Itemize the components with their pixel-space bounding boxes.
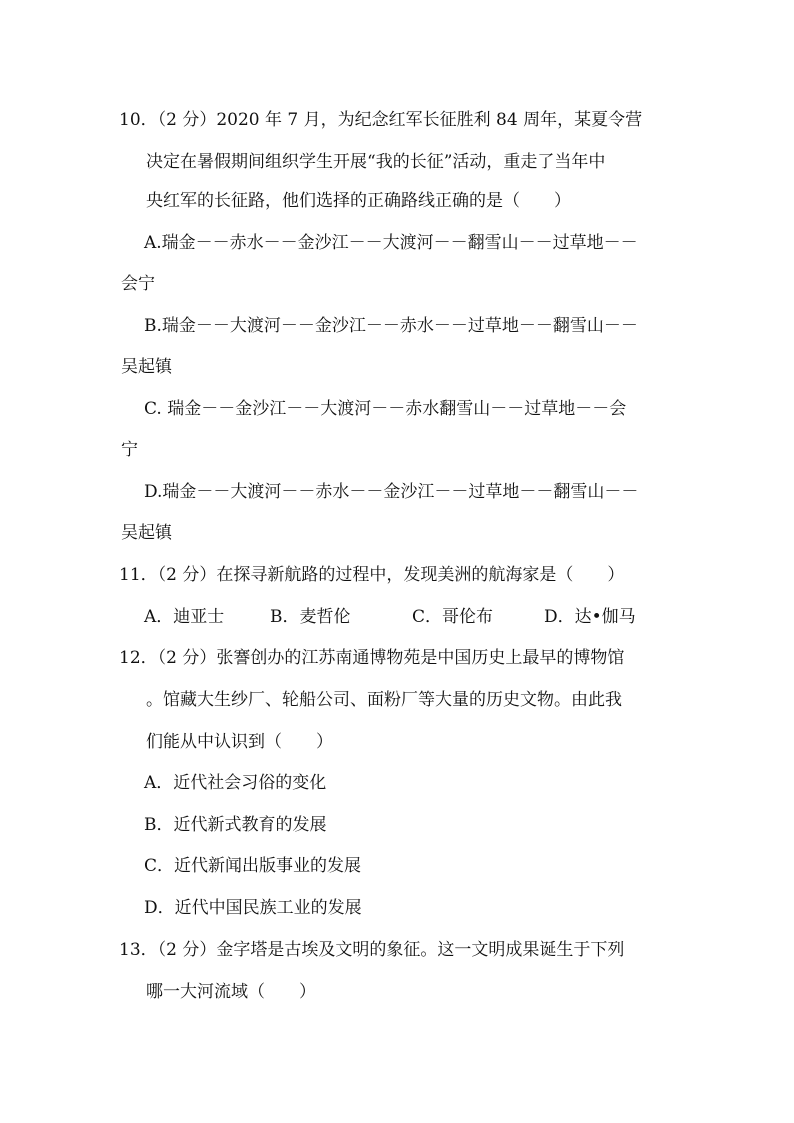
options-row bbox=[144, 606, 704, 628]
question-line: 13．（2 分）金字塔是古埃及文明的象征。这一文明成果诞生于下列 bbox=[119, 940, 625, 960]
option-d: D.瑞金－－大渡河－－赤水－－金沙江－－过草地－－翻雪山－－ bbox=[144, 482, 639, 502]
question-line: 央红军的长征路，他们选择的正确路线正确的是（ ） bbox=[146, 191, 571, 211]
option-c: C．近代新闻出版事业的发展 bbox=[144, 856, 362, 876]
option-b-wrap: 吴起镇 bbox=[121, 357, 172, 377]
question-line: 们能从中认识到（ ） bbox=[146, 732, 333, 752]
option-a: A．迪亚士 bbox=[144, 607, 225, 627]
option-b: B.瑞金－－大渡河－－金沙江－－赤水－－过草地－－翻雪山－－ bbox=[144, 316, 638, 336]
option-c-wrap: 宁 bbox=[121, 440, 138, 460]
question-line: 12．（2 分）张謇创办的江苏南通博物苑是中国历史上最早的博物馆 bbox=[119, 648, 625, 668]
question-line: 10．（2 分）2020 年 7 月，为纪念红军长征胜利 84 周年，某夏令营 bbox=[119, 110, 643, 130]
option-d-wrap: 吴起镇 bbox=[121, 523, 172, 543]
question-line: 哪一大河流域（ ） bbox=[146, 982, 316, 1002]
option-d: D．近代中国民族工业的发展 bbox=[144, 898, 362, 918]
question-line: 11．（2 分）在探寻新航路的过程中，发现美洲的航海家是（ ） bbox=[119, 565, 625, 585]
option-a: A.瑞金－－赤水－－金沙江－－大渡河－－翻雪山－－过草地－－ bbox=[144, 233, 638, 253]
option-c: C．哥伦布 bbox=[412, 607, 494, 627]
option-c: C. 瑞金－－金沙江－－大渡河－－赤水翻雪山－－过草地－－会 bbox=[144, 399, 627, 419]
question-line: 决定在暑假期间组织学生开展“我的长征”活动，重走了当年中 bbox=[146, 152, 606, 172]
option-a: A．近代社会习俗的变化 bbox=[144, 773, 327, 793]
option-b: B．近代新式教育的发展 bbox=[144, 815, 327, 835]
question-line: 。馆藏大生纱厂、轮船公司、面粉厂等大量的历史文物。由此我 bbox=[146, 690, 622, 710]
option-a-wrap: 会宁 bbox=[121, 274, 155, 294]
option-d: D．达•伽马 bbox=[544, 607, 636, 627]
option-b: B．麦哲伦 bbox=[270, 607, 351, 627]
